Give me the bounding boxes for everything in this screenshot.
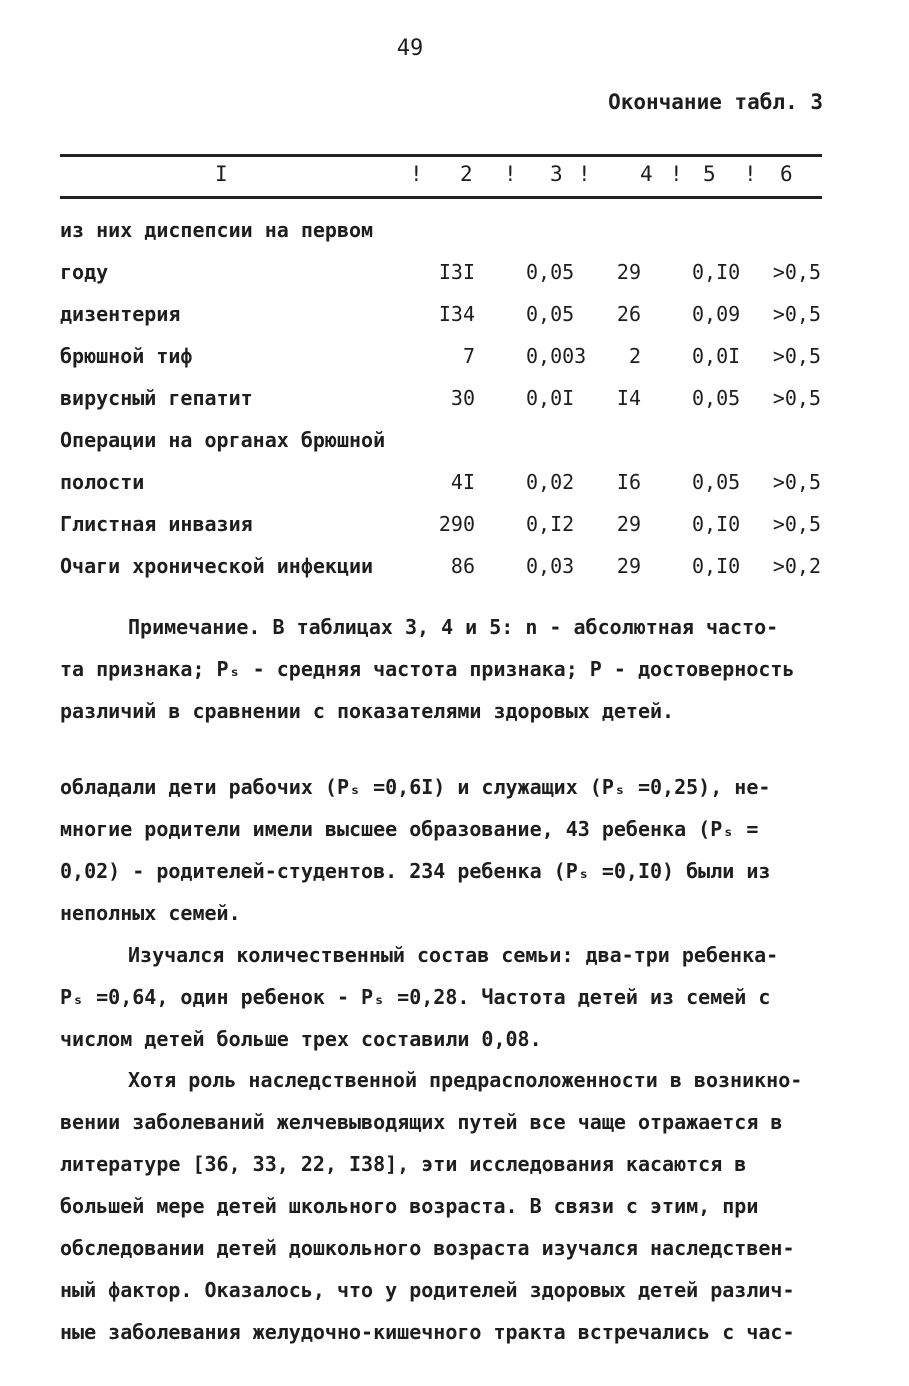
- text-line: большей мере детей школьного возраста. В связи с этим, при: [60, 1194, 759, 1218]
- row-label: Операции на органах брюшной: [60, 428, 386, 452]
- significance-p: >0,5: [772, 260, 821, 284]
- text-line: неполных семей.: [60, 901, 241, 925]
- mean-frequency-group2: 0,05: [692, 470, 741, 494]
- table-row: [60, 210, 825, 252]
- abs-frequency-group1: 86: [450, 554, 475, 578]
- text-line: 0,02) - родителей-студентов. 234 ребенка (Pₛ =0,I0) были из: [60, 859, 771, 883]
- column-separator: !: [744, 162, 757, 186]
- mean-frequency-group1: 0,02: [526, 470, 575, 494]
- text-line: ные заболевания желудочно-кишечного тракта встречались с час-: [60, 1320, 795, 1344]
- abs-frequency-group2: 29: [616, 260, 641, 284]
- table-top-rule: [60, 154, 822, 157]
- table-row: [60, 462, 825, 504]
- text-line: обследовании детей дошкольного возраста изучался наследствен-: [60, 1236, 795, 1260]
- table-header-rule: [60, 196, 822, 199]
- abs-frequency-group2: 29: [616, 512, 641, 536]
- table-caption: Окончание табл. 3: [608, 90, 823, 114]
- text-line: многие родители имели высшее образование, 43 ребенка (Pₛ =: [60, 817, 759, 841]
- page-number: 49: [396, 36, 424, 61]
- abs-frequency-group2: I6: [616, 470, 641, 494]
- column-separator: !: [504, 162, 517, 186]
- abs-frequency-group2: 29: [616, 554, 641, 578]
- text-line: вении заболеваний желчевыводящих путей все чаще отражается в: [60, 1110, 783, 1134]
- row-label: дизентерия: [60, 302, 181, 326]
- text-line: Pₛ =0,64, один ребенок - Pₛ =0,28. Частота детей из семей с: [60, 985, 771, 1009]
- column-header-5: 5: [703, 162, 716, 186]
- abs-frequency-group1: 4I: [450, 470, 475, 494]
- column-separator: !: [410, 162, 423, 186]
- text-line: литературе [36, 33, 22, I38], эти исследования касаются в: [60, 1152, 747, 1176]
- significance-p: >0,5: [772, 386, 821, 410]
- mean-frequency-group1: 0,05: [526, 302, 575, 326]
- text-line: Хотя роль наследственной предрасположенности в возникно-: [128, 1068, 803, 1092]
- mean-frequency-group1: 0,0I: [526, 386, 575, 410]
- row-label: брюшной тиф: [60, 344, 193, 368]
- text-line: Примечание. В таблицах 3, 4 и 5: n - абсолютная часто-: [128, 615, 779, 639]
- table-row: [60, 420, 825, 462]
- mean-frequency-group2: 0,0I: [692, 344, 741, 368]
- significance-p: >0,5: [772, 512, 821, 536]
- row-label: полости: [60, 470, 145, 494]
- abs-frequency-group1: 290: [438, 512, 475, 536]
- abs-frequency-group1: I3I: [438, 260, 475, 284]
- column-header-4: 4: [640, 162, 653, 186]
- column-header-2: 2: [460, 162, 473, 186]
- column-separator: !: [670, 162, 683, 186]
- text-line: ный фактор. Оказалось, что у родителей здоровых детей различ-: [60, 1278, 795, 1302]
- row-label: вирусный гепатит: [60, 386, 253, 410]
- table-row: [60, 252, 825, 294]
- mean-frequency-group2: 0,I0: [692, 260, 741, 284]
- mean-frequency-group2: 0,I0: [692, 554, 741, 578]
- mean-frequency-group1: 0,003: [526, 344, 587, 368]
- table-row: [60, 336, 825, 378]
- paragraph: [60, 1059, 850, 1353]
- column-header-6: 6: [780, 162, 793, 186]
- text-line: та признака; Pₛ - средняя частота признака; P - достоверность: [60, 657, 795, 681]
- table-row: [60, 294, 825, 336]
- abs-frequency-group1: 7: [462, 344, 475, 368]
- significance-p: >0,2: [772, 554, 821, 578]
- mean-frequency-group2: 0,09: [692, 302, 741, 326]
- text-line: различий в сравнении с показателями здоровых детей.: [60, 699, 675, 723]
- text-line: числом детей больше трех составили 0,08.: [60, 1027, 542, 1051]
- row-label: году: [60, 260, 109, 284]
- text-line: обладали дети рабочих (Pₛ =0,6I) и служащих (Pₛ =0,25), не-: [60, 775, 771, 799]
- text-line: Изучался количественный состав семьи: два-три ребенка-: [128, 943, 779, 967]
- table-row: [60, 546, 825, 588]
- column-header-1: I: [215, 162, 228, 186]
- mean-frequency-group1: 0,I2: [526, 512, 575, 536]
- mean-frequency-group2: 0,05: [692, 386, 741, 410]
- abs-frequency-group2: 26: [616, 302, 641, 326]
- table-row: [60, 504, 825, 546]
- paragraph: [60, 766, 850, 934]
- mean-frequency-group1: 0,03: [526, 554, 575, 578]
- row-label: Глистная инвазия: [60, 512, 253, 536]
- table-row: [60, 378, 825, 420]
- table-note: [60, 606, 850, 732]
- mean-frequency-group1: 0,05: [526, 260, 575, 284]
- significance-p: >0,5: [772, 344, 821, 368]
- column-separator: !: [578, 162, 591, 186]
- paragraph: [60, 934, 850, 1060]
- mean-frequency-group2: 0,I0: [692, 512, 741, 536]
- abs-frequency-group1: 30: [450, 386, 475, 410]
- row-label: из них диспепсии на первом: [60, 218, 374, 242]
- abs-frequency-group2: I4: [616, 386, 641, 410]
- significance-p: >0,5: [772, 470, 821, 494]
- column-header-3: 3: [550, 162, 563, 186]
- row-label: Очаги хронической инфекции: [60, 554, 374, 578]
- data-table: [60, 210, 825, 588]
- abs-frequency-group1: I34: [438, 302, 475, 326]
- abs-frequency-group2: 2: [628, 344, 641, 368]
- significance-p: >0,5: [772, 302, 821, 326]
